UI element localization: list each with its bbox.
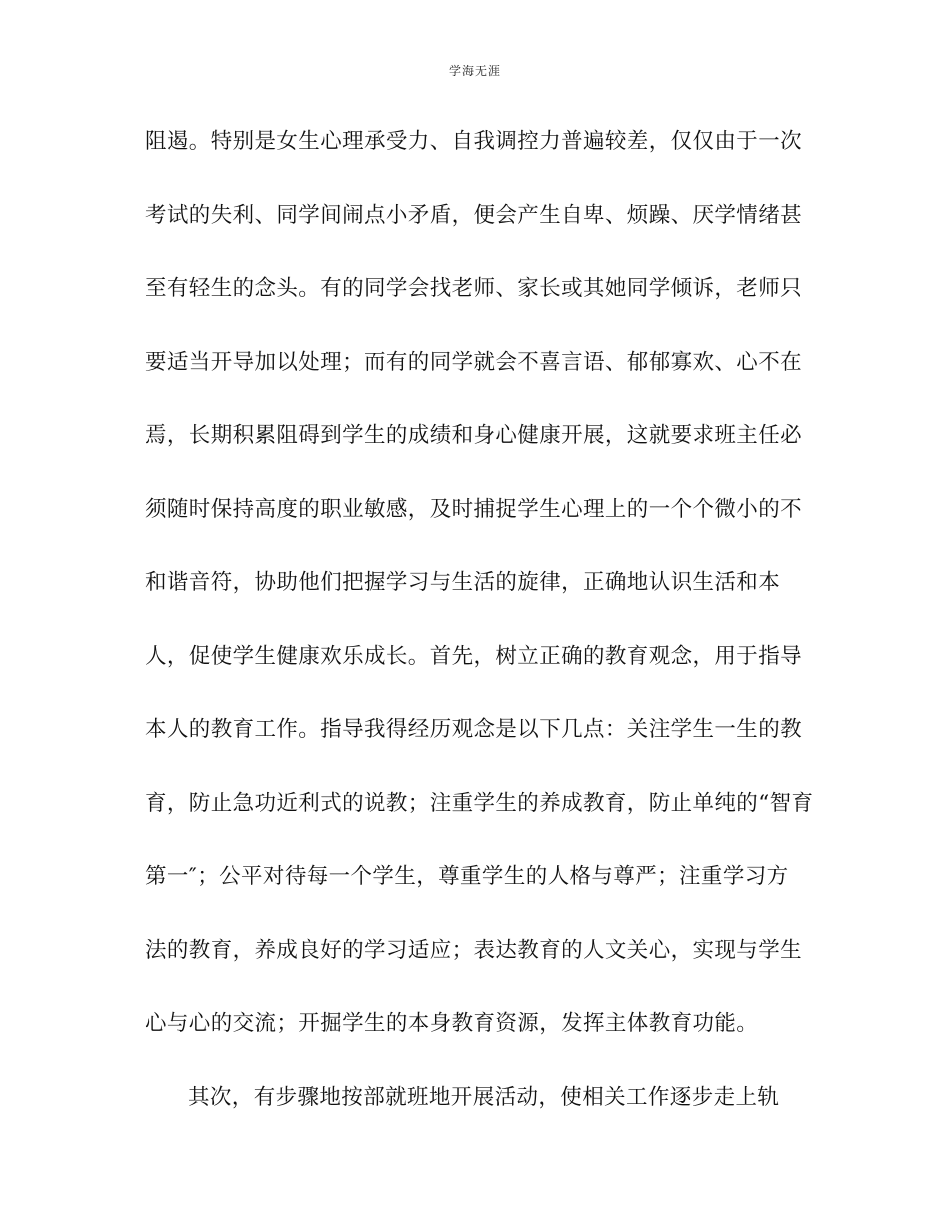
text-line: 考试的失利、同学间闹点小矛盾，便会产生自卑、烦躁、厌学情绪甚 bbox=[145, 202, 803, 228]
text-line: 焉，长期积累阻碍到学生的成绩和身心健康开展，这就要求班主任必 bbox=[145, 423, 803, 448]
text-line: 本人的教育工作。指导我得经历观念是以下几点：关注学生一生的教 bbox=[145, 717, 803, 742]
text-line: 阻遏。特别是女生心理承受力、自我调控力普遍较差，仅仅由于一次 bbox=[145, 129, 803, 154]
text-line: 法的教育，养成良好的学习适应；表达教育的人文关心，实现与学生 bbox=[145, 937, 803, 963]
text-line: 人，促使学生健康欢乐成长。首先，树立正确的教育观念，用于指导 bbox=[145, 643, 803, 669]
text-line: 须随时保持高度的职业敏感，及时捕捉学生心理上的一个个微小的不 bbox=[145, 496, 803, 522]
text-line: 育，防止急功近利式的说教；注重学生的养成教育，防止单纯的“智育 bbox=[145, 790, 814, 816]
document-body bbox=[145, 118, 814, 1147]
text-line: 要适当开导加以处理；而有的同学就会不喜言语、郁郁寡欢、心不在 bbox=[145, 349, 803, 375]
text-line: 心与心的交流；开掘学生的本身教育资源，发挥主体教育功能。 bbox=[145, 1011, 759, 1036]
paragraph-start-line: 其次，有步骤地按部就班地开展活动，使相关工作逐步走上轨 bbox=[188, 1084, 780, 1110]
page-header: 学海无涯 bbox=[448, 64, 501, 78]
text-line: 和谐音符，协助他们把握学习与生活的旋律，正确地认识生活和本 bbox=[145, 570, 781, 595]
text-line: 至有轻生的念头。有的同学会找老师、家长或其她同学倾诉，老师只 bbox=[145, 276, 803, 301]
text-line: 第一″；公平对待每一个学生，尊重学生的人格与尊严；注重学习方 bbox=[145, 864, 789, 889]
